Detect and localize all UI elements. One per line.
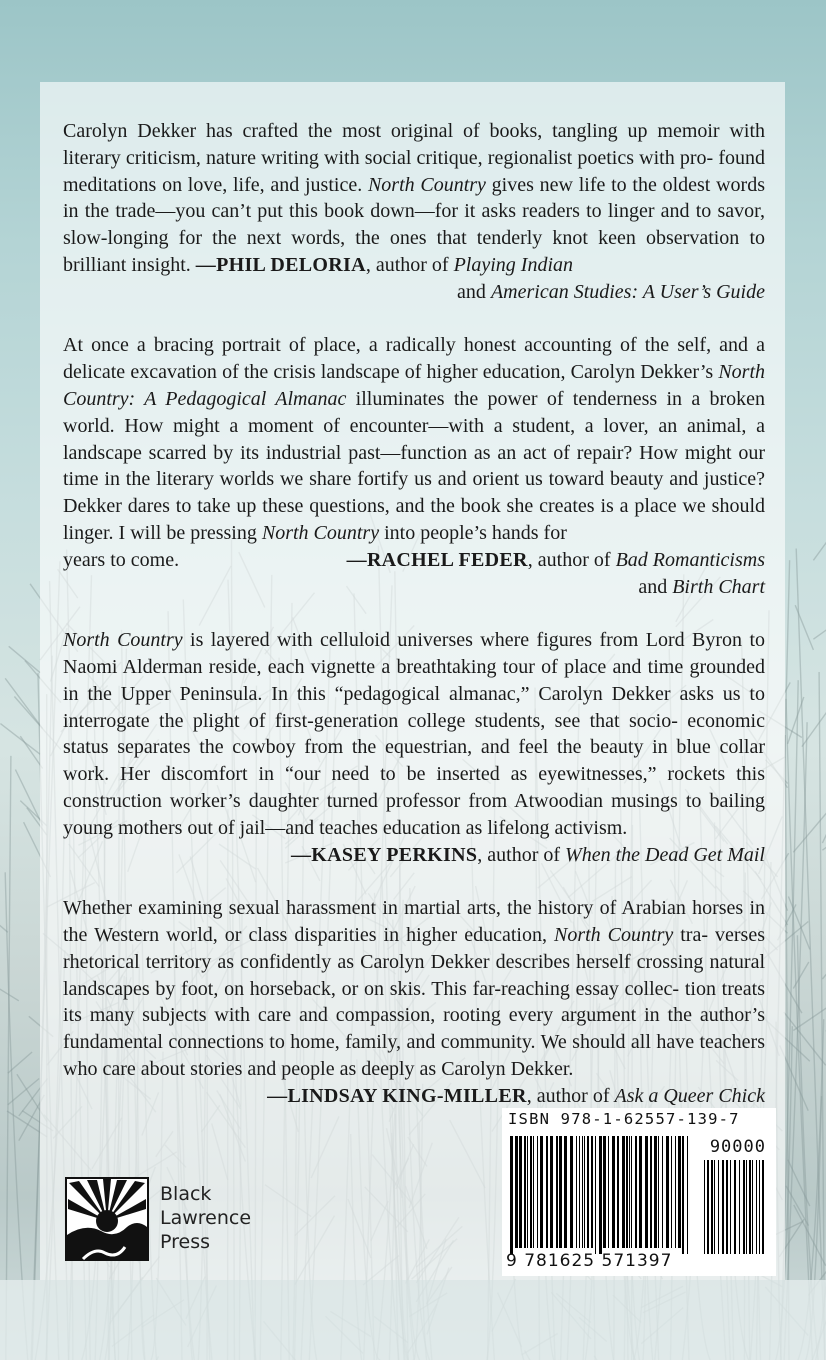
- blurb-king-miller: Whether examining sexual harassment in martial arts, the history of Arabian horses in the Western world, or class disparities in higher education, North Country tra- verses rhetorical territory as confidently as Carolyn Dekker describes herself crossing natural landscapes by foot, on horseback, or on skis. This far-reaching essay collec- tion treats its many subjects with care and compassion, rooting every argument in the author’s fundamental connections to home, family, and community. We should all have teachers who care about stories and people as deeply as Carolyn Dekker. —LINDSAY KING-MILLER, author of Ask a Queer Chick: [63, 897, 766, 1107]
- blurb-feder: At once a bracing portrait of place, a radically honest accounting of the self, and a delicate excavation of the crisis landscape of higher education, Carolyn Dekker’s North Country: A Pedagogical Almanac illuminates the power of tenderness in a broken world. How might a moment of encounter—with a student, a lover, an animal, a landscape scarred by its industrial past—function as an act of repair? How might our time in the literary worlds we share fortify us and orient us toward beauty and justice? Dekker dares to take up these questions, and the book she creates is a place we should linger. I will be pressing North Country into people’s hands for years to come. —RACHEL FEDER, author of Bad Romanticisms and Birth Chart: [63, 334, 766, 598]
- price-code: 90000: [709, 1137, 766, 1157]
- book-title: When the Dead Get Mail: [565, 843, 765, 866]
- book-title: Ask a Queer Chick: [614, 1084, 765, 1107]
- black-lawrence-press-logo: [65, 1177, 149, 1261]
- barcode-bars: [508, 1132, 770, 1254]
- blurb-perkins: North Country is layered with celluloid universes where figures from Lord Byron to Naomi Alderman reside, each vignette a breathtaking tour of place and time grounded in the Upper Peninsula. In this “pedagogical almanac,” Carolyn Dekker asks us to interrogate the plight of first-generation college students, see that socio- economic status separates the cowboy from the equestrian, and feel the beauty in blue collar work. Her discomfort in “our need to be inserted as eyewitnesses,” rockets this construction worker’s daughter turned professor from Atwoodian musings to bailing young mothers out of jail—and teaches education as lifelong activism. —KASEY PERKINS, author of When the Dead Get Mail: [63, 629, 766, 866]
- isbn-barcode: [502, 1108, 776, 1276]
- book-title: Playing Indian: [453, 253, 574, 276]
- isbn-label: ISBN 978-1-62557-139-7: [508, 1110, 740, 1128]
- publisher-name: Black Lawrence Press: [160, 1183, 252, 1253]
- isbn-digits: 9 781625 571397: [506, 1251, 673, 1271]
- book-title: American Studies: A User’s Guide: [490, 280, 765, 303]
- book-title: Birth Chart: [672, 575, 765, 598]
- attribution-name: —PHIL DELORIA: [195, 253, 366, 276]
- book-title: Bad Romanticisms: [615, 548, 765, 571]
- attribution-name: —LINDSAY KING-MILLER: [267, 1084, 527, 1107]
- blurbs-column: [63, 118, 765, 1109]
- attribution-name: —KASEY PERKINS: [291, 843, 478, 866]
- blurb-deloria: Carolyn Dekker has crafted the most original of books, tangling up memoir with literary criticism, nature writing with social critique, regionalist poetics with pro- found meditations on love, life, and justice. North Country gives new life to the oldest words in the trade—you can’t put this book down—for it asks readers to linger and to savor, slow-longing for the next words, the ones that tenderly knot keen observation to brilliant insight. —PHIL DELORIA, author of Playing Indian and American Studies: A User’s Guide: [63, 120, 766, 303]
- attribution-name: —RACHEL FEDER: [346, 548, 528, 571]
